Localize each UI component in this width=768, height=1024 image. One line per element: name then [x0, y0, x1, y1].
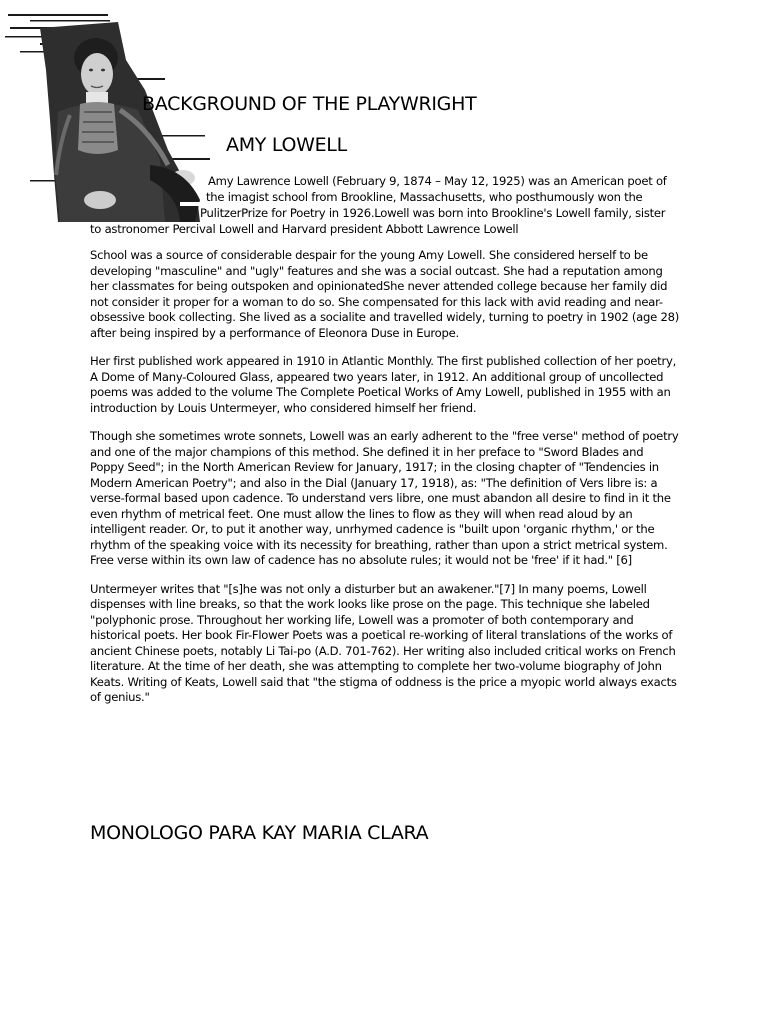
author-heading: AMY LOWELL	[226, 134, 347, 156]
body-paragraph: Though she sometimes wrote sonnets, Lowell was an early adherent to the "free verse" method of poetry and one of the major champions of this method. She defined it in her preface to "Sword Blades and Poppy Seed"; in the North American Review for January, 1917; in the closing chapter of "Tendencies in Modern American Poetry"; and also in the Dial (January 17, 1918), as: "The definition of Vers libre is: a verse-formal based upon cadence. To understand vers libre, one must abandon all desire to find in it the even rhythm of metrical feet. One must allow the lines to flow as they will when read aloud by an intelligent reader. Or, to put it another way, unrhymed cadence is "built upon 'organic rhythm,' or the rhythm of the speaking voice with its necessity for breathing, rather than upon a strict metrical system. Free verse within its own law of cadence has no absolute rules; it would not be 'free' if it had." [6]	[90, 429, 679, 567]
biography-body	[90, 248, 680, 719]
section-heading: MONOLOGO PARA KAY MARIA CLARA	[90, 822, 429, 844]
intro-line: PulitzerPrize for Poetry in 1926.Lowell was born into Brookline's Lowell family, sister	[200, 206, 666, 220]
intro-line: to astronomer Percival Lowell and Harvard president Abbott Lawrence Lowell	[90, 222, 519, 236]
intro-line: Amy Lawrence Lowell (February 9, 1874 – May 12, 1925) was an American poet of	[208, 174, 667, 188]
body-paragraph: Untermeyer writes that "[s]he was not only a disturber but an awakener."[7] In many poems, Lowell dispenses with line breaks, so that the work looks like prose on the page. This technique she labeled "polyphonic prose. Throughout her working life, Lowell was a promoter of both contemporary and historical poets. Her book Fir-Flower Poets was a poetical re-working of literal translations of the works of ancient Chinese poets, notably Li Tai-po (A.D. 701-762). Her writing also included critical works on French literature. At the time of her death, she was attempting to complete her two-volume biography of John Keats. Writing of Keats, Lowell said that "the stigma of oddness is the price a myopic world always exacts of genius."	[90, 581, 677, 704]
intro-line: the imagist school from Brookline, Massachusetts, who posthumously won the	[206, 190, 643, 204]
body-paragraph: School was a source of considerable despair for the young Amy Lowell. She considered herself to be developing "masculine" and "ugly" features and she was a social outcast. She had a reputation among her classmates for being outspoken and opinionatedShe never attended college because her family did not consider it proper for a woman to do so. She compensated for this lack with avid reading and near-obsessive book collecting. She lived as a socialite and travelled widely, turning to poetry in 1902 (age 28) after being inspired by a performance of Eleonora Duse in Europe.	[90, 248, 679, 340]
page-title: BACKGROUND OF THE PLAYWRIGHT	[142, 93, 477, 115]
intro-paragraph	[90, 173, 690, 237]
body-paragraph: Her first published work appeared in 1910 in Atlantic Monthly. The first published collection of her poetry, A Dome of Many-Coloured Glass, appeared two years later, in 1912. An additional group of uncollected poems was added to the volume The Complete Poetical Works of Amy Lowell, published in 1955 with an introduction by Louis Untermeyer, who considered himself her friend.	[90, 354, 677, 415]
